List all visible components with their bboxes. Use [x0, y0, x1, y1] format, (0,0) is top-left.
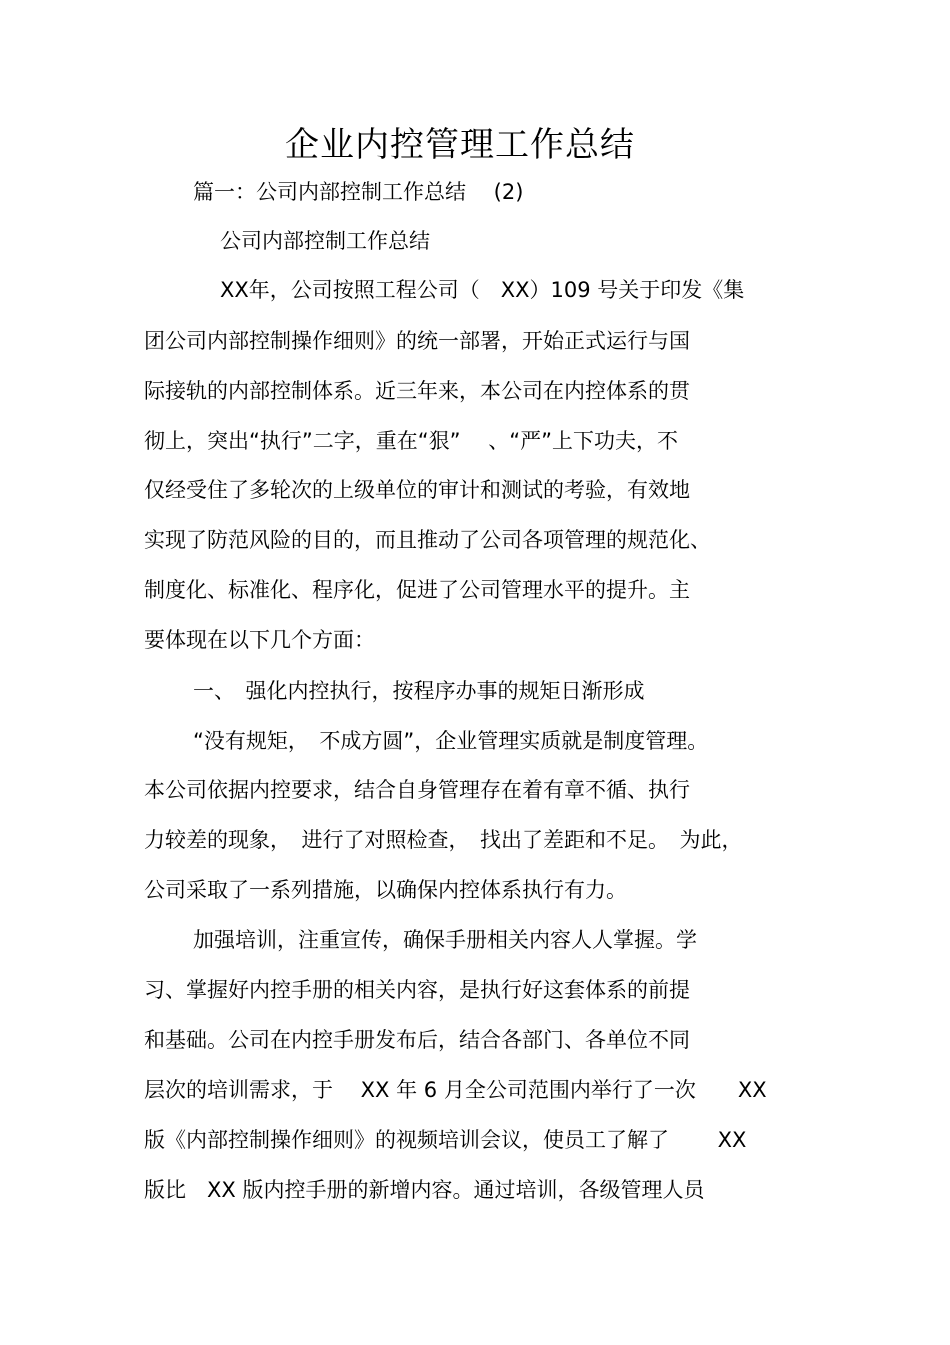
paragraph-line: “没有规矩， 不成方圆”，企业管理实质就是制度管理。	[193, 729, 709, 753]
document-title: 企业内控管理工作总结	[285, 125, 635, 165]
paragraph-line: 加强培训，注重宣传，确保手册相关内容人人掌握。学	[193, 928, 697, 952]
paragraph-line: 公司采取了一系列措施，以确保内控体系执行有力。	[144, 878, 627, 902]
paragraph-line: 和基础。公司在内控手册发布后，结合各部门、各单位不同	[144, 1028, 690, 1052]
section-item-heading: 一、 强化内控执行，按程序办事的规矩日渐形成	[193, 679, 645, 703]
paragraph-line: 要体现在以下几个方面：	[144, 628, 375, 652]
paragraph-line: XX年，公司按照工程公司（ XX）109 号关于印发《集	[220, 278, 745, 302]
paragraph-line: 版比 XX 版内控手册的新增内容。通过培训，各级管理人员	[144, 1178, 705, 1202]
paragraph-line: 习、掌握好内控手册的相关内容，是执行好这套体系的前提	[144, 978, 690, 1002]
paragraph-line: 团公司内部控制操作细则》的统一部署，开始正式运行与国	[144, 329, 690, 353]
subheading: 公司内部控制工作总结	[220, 229, 430, 253]
paragraph-line: 力较差的现象， 进行了对照检查， 找出了差距和不足。 为此，	[144, 828, 743, 852]
paragraph-line: 本公司依据内控要求，结合自身管理存在着有章不循、执行	[144, 778, 690, 802]
paragraph-line: 层次的培训需求，于 XX 年 6 月全公司范围内举行了一次 XX	[144, 1078, 767, 1102]
section-heading: 篇一：公司内部控制工作总结 (2)	[193, 180, 524, 204]
paragraph-line: 制度化、标准化、程序化，促进了公司管理水平的提升。主	[144, 578, 690, 602]
paragraph-line: 仅经受住了多轮次的上级单位的审计和测试的考验，有效地	[144, 478, 690, 502]
paragraph-line: 版《内部控制操作细则》的视频培训会议，使员工了解了 XX	[144, 1128, 747, 1152]
paragraph-line: 实现了防范风险的目的，而且推动了公司各项管理的规范化、	[144, 528, 711, 552]
paragraph-line: 际接轨的内部控制体系。近三年来，本公司在内控体系的贯	[144, 379, 690, 403]
paragraph-line: 彻上，突出“执行”二字，重在“狠” 、“严”上下功夫，不	[144, 429, 678, 453]
